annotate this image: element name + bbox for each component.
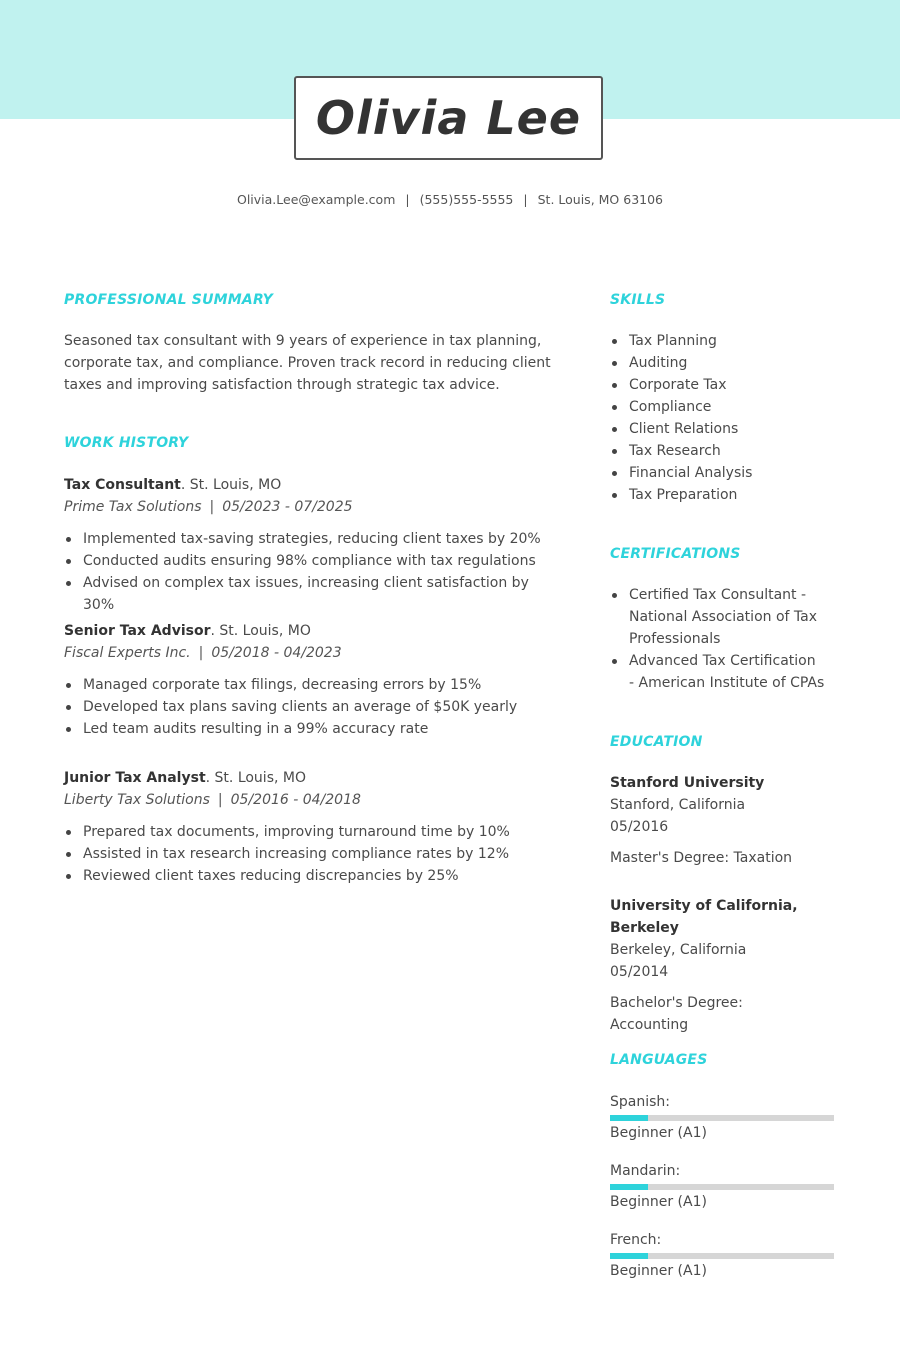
job-company: Prime Tax Solutions	[64, 499, 202, 515]
certifications-list	[610, 584, 825, 694]
job-title: Tax Consultant	[64, 477, 181, 493]
language-proficiency-bar	[610, 1115, 834, 1121]
job-bullets	[64, 528, 564, 616]
job-separator: |	[217, 792, 223, 808]
skill-item: Tax Preparation	[610, 484, 840, 506]
job-bullet: Prepared tax documents, improving turnaround time by 10%	[64, 821, 564, 843]
job-entry	[64, 474, 564, 616]
language-proficiency-fill	[610, 1115, 648, 1121]
skill-item: Corporate Tax	[610, 374, 840, 396]
skill-item: Compliance	[610, 396, 840, 418]
contact-location: St. Louis, MO 63106	[537, 192, 663, 207]
education-degree: Master's Degree: Taxation	[610, 850, 793, 866]
job-location: . St. Louis, MO	[205, 770, 306, 786]
education-location: Stanford, California	[610, 797, 746, 813]
language-proficiency-bar	[610, 1184, 834, 1190]
contact-separator: |	[523, 192, 528, 207]
name-box	[294, 76, 603, 160]
certifications-heading: CERTIFICATIONS	[610, 546, 741, 562]
education-heading: EDUCATION	[610, 734, 703, 750]
education-entry	[610, 772, 840, 869]
skill-item: Auditing	[610, 352, 840, 374]
skills-heading: SKILLS	[610, 292, 666, 308]
language-level: Beginner (A1)	[610, 1125, 707, 1141]
work-history-heading: WORK HISTORY	[64, 435, 189, 451]
education-entry	[610, 895, 810, 1036]
job-dates: 05/2016 - 04/2018	[230, 792, 361, 808]
job-title: Junior Tax Analyst	[64, 770, 206, 786]
job-bullet: Managed corporate tax filings, decreasing errors by 15%	[64, 674, 564, 696]
summary-text: Seasoned tax consultant with 9 years of experience in tax planning, corporate tax, and compliance. Proven track record in reducing client taxes and improving satisfaction through strategic tax advice.	[64, 333, 551, 393]
job-company: Fiscal Experts Inc.	[64, 645, 191, 661]
language-name: Mandarin:	[610, 1163, 681, 1179]
language-proficiency-fill	[610, 1253, 648, 1259]
language-level: Beginner (A1)	[610, 1194, 707, 1210]
job-entry	[64, 767, 564, 887]
job-bullet: Conducted audits ensuring 98% compliance with tax regulations	[64, 550, 564, 572]
languages-heading: LANGUAGES	[610, 1052, 708, 1068]
education-school: University of California, Berkeley	[610, 898, 798, 936]
job-title: Senior Tax Advisor	[64, 623, 211, 639]
education-date: 05/2016	[610, 819, 669, 835]
skill-item: Tax Research	[610, 440, 840, 462]
skill-item: Financial Analysis	[610, 462, 840, 484]
language-entry	[610, 1229, 834, 1282]
certification-item: Certified Tax Consultant - National Association of Tax Professionals	[610, 584, 825, 650]
education-date: 05/2014	[610, 964, 669, 980]
contact-separator: |	[405, 192, 410, 207]
language-name: Spanish:	[610, 1094, 670, 1110]
job-bullets	[64, 821, 564, 887]
job-bullets	[64, 674, 564, 740]
job-location: . St. Louis, MO	[210, 623, 311, 639]
job-bullet: Assisted in tax research increasing compliance rates by 12%	[64, 843, 564, 865]
certification-item: Advanced Tax Certification - American Institute of CPAs	[610, 650, 825, 694]
education-location: Berkeley, California	[610, 942, 747, 958]
job-bullet: Implemented tax-saving strategies, reducing client taxes by 20%	[64, 528, 564, 550]
skill-item: Tax Planning	[610, 330, 840, 352]
education-school: Stanford University	[610, 775, 765, 791]
skill-item: Client Relations	[610, 418, 840, 440]
job-company: Liberty Tax Solutions	[64, 792, 210, 808]
summary-heading: PROFESSIONAL SUMMARY	[64, 292, 273, 308]
language-entry	[610, 1091, 834, 1144]
job-bullet: Advised on complex tax issues, increasing client satisfaction by 30%	[64, 572, 564, 616]
contact-phone[interactable]: (555)555-5555	[419, 192, 514, 207]
job-separator: |	[209, 499, 215, 515]
job-bullet: Reviewed client taxes reducing discrepancies by 25%	[64, 865, 564, 887]
job-bullet: Led team audits resulting in a 99% accuracy rate	[64, 718, 564, 740]
job-dates: 05/2018 - 04/2023	[211, 645, 342, 661]
language-proficiency-fill	[610, 1184, 648, 1190]
job-location: . St. Louis, MO	[180, 477, 282, 493]
contact-line	[0, 192, 900, 207]
language-entry	[610, 1160, 834, 1213]
language-proficiency-bar	[610, 1253, 834, 1259]
job-entry	[64, 620, 564, 740]
job-dates: 05/2023 - 07/2025	[222, 499, 353, 515]
education-degree: Bachelor's Degree: Accounting	[610, 995, 743, 1033]
job-separator: |	[198, 645, 204, 661]
contact-email[interactable]: Olivia.Lee@example.com	[236, 192, 396, 207]
language-level: Beginner (A1)	[610, 1263, 707, 1279]
skills-list	[610, 330, 840, 506]
language-name: French:	[610, 1232, 662, 1248]
candidate-name: Olivia Lee	[315, 91, 582, 145]
job-bullet: Developed tax plans saving clients an average of $50K yearly	[64, 696, 564, 718]
